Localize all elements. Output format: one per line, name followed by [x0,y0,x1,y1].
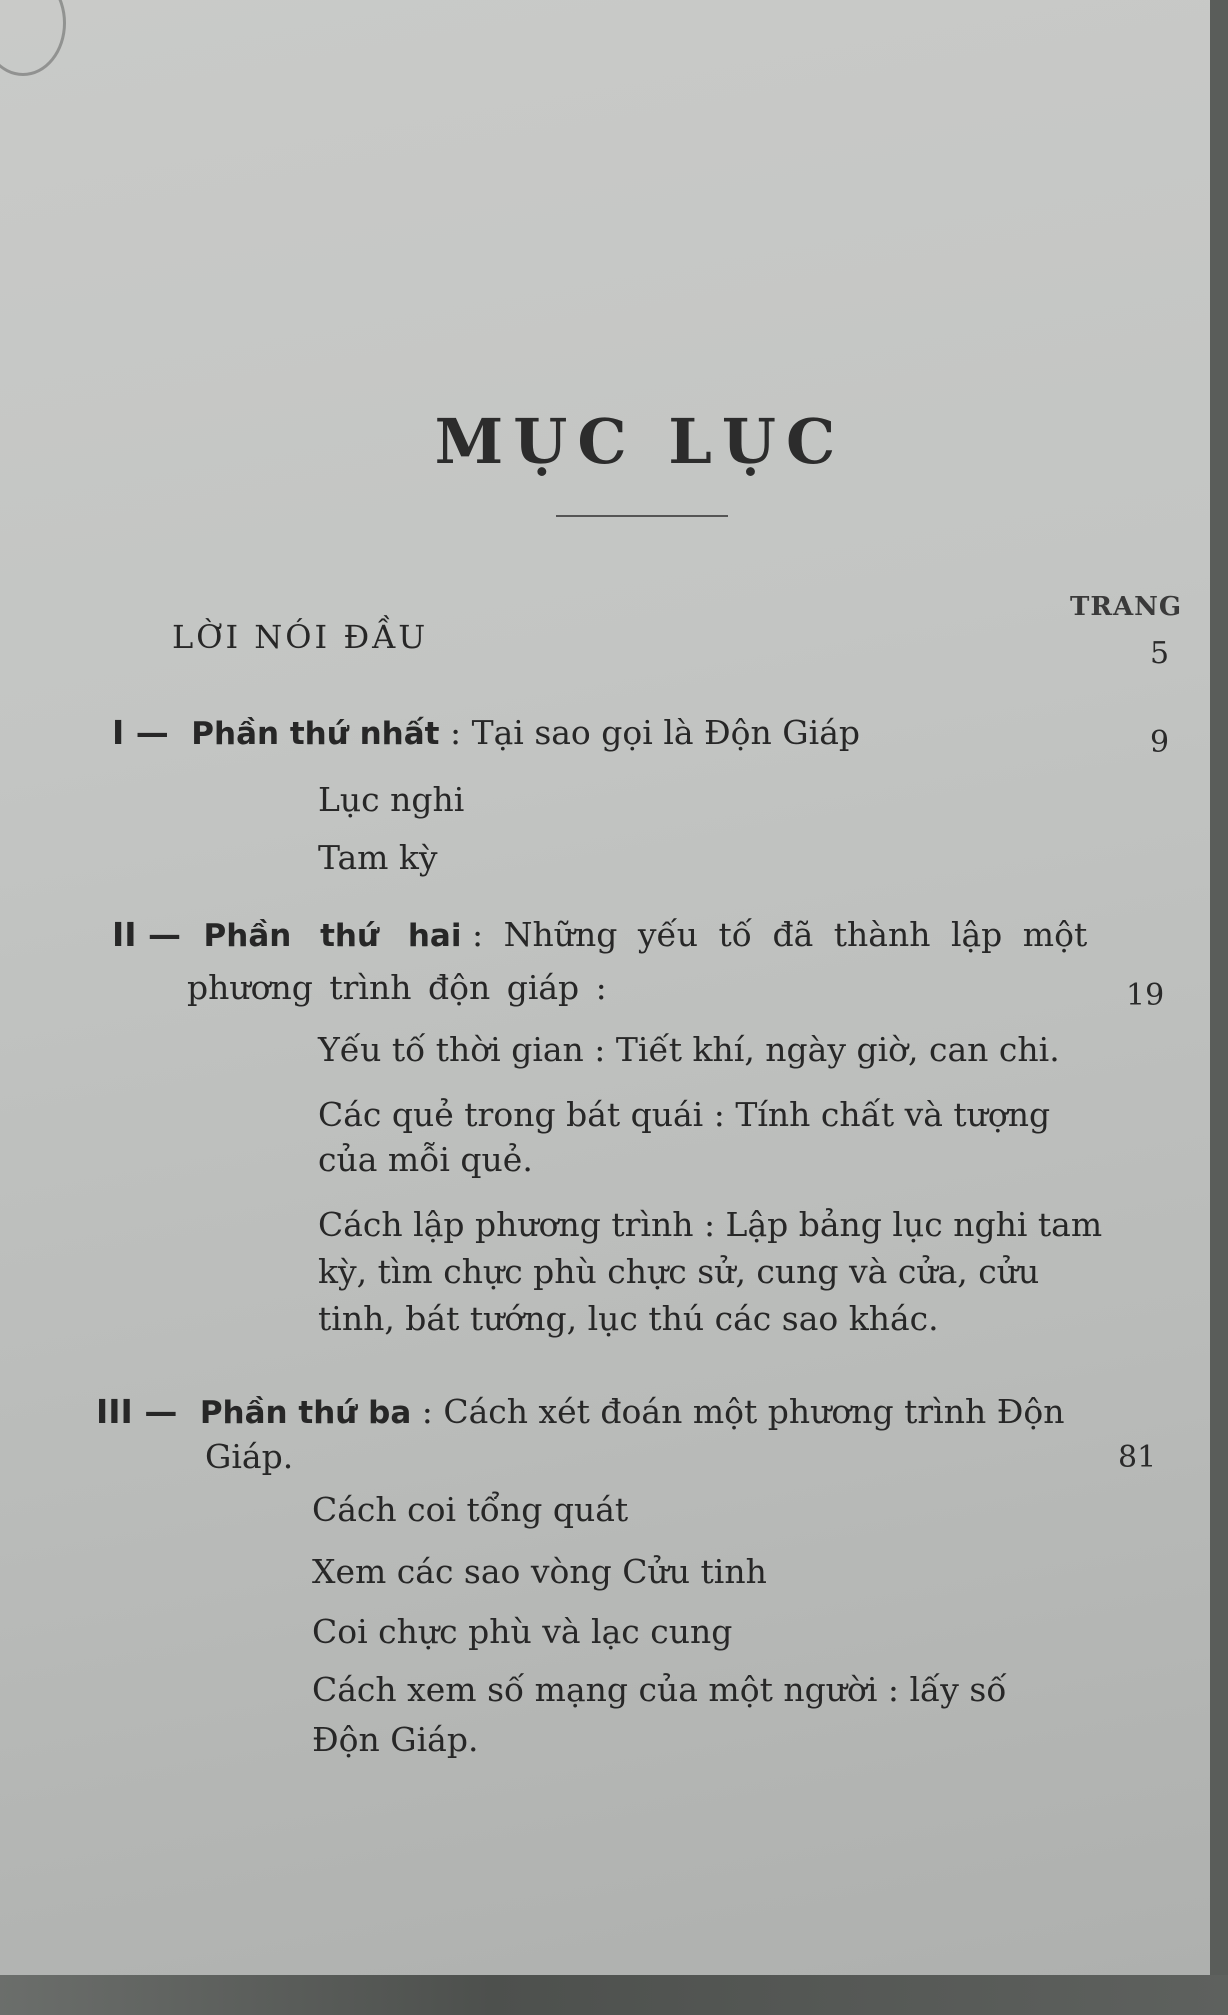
part3-sub-1: Cách coi tổng quát [312,1490,629,1529]
toc-page-part1: 9 [1150,725,1170,760]
title-underline [556,515,728,517]
part3-sub-2: Xem các sao vòng Cửu tinh [312,1552,767,1591]
part3-text-line2: Giáp. [205,1437,294,1476]
part3-sub-3: Coi chực phù và lạc cung [312,1612,733,1651]
part1-text: : Tại sao gọi là Độn Giáp [449,713,861,752]
toc-entry-part2 [112,915,1087,954]
toc-page-part2: 19 [1126,978,1165,1013]
background-surface [0,1975,1228,2015]
page-title: MỤC LỤC [434,405,846,478]
part2-sub-3: của mỗi quẻ. [318,1140,533,1179]
corner-stain [0,0,66,76]
part3-numeral: III — [96,1392,178,1431]
part2-sub-1: Yếu tố thời gian : Tiết khí, ngày giờ, can chi. [318,1030,1060,1069]
part2-sub-2: Các quẻ trong bát quái : Tính chất và tượng [318,1095,1051,1134]
part2-sub-4: Cách lập phương trình : Lập bảng lục nghi tam [318,1205,1103,1244]
page-column-header: TRANG [1070,592,1183,622]
part3-sub-4: Cách xem số mạng của một người : lấy số [312,1670,1007,1709]
toc-page-part3: 81 [1118,1440,1157,1475]
part1-numeral: I — [112,713,169,752]
toc-entry-part3 [96,1392,1064,1431]
part3-text-line1: : Cách xét đoán một phương trình Độn [421,1392,1065,1431]
part3-sub-5: Độn Giáp. [312,1720,479,1759]
toc-page-preface: 5 [1150,636,1170,671]
part2-text-line1: : Những yếu tố đã thành lập một [471,915,1088,954]
part2-sub-6: tinh, bát tướng, lục thú các sao khác. [318,1299,939,1338]
toc-entry-preface: LỜI NÓI ĐẦU [172,618,429,656]
part1-sub-2: Tam kỳ [318,838,438,877]
part1-heading: Phần thứ nhất [191,716,440,752]
part3-heading: Phần thứ ba [199,1395,412,1431]
part2-heading: Phần thứ hai [203,918,462,954]
part2-numeral: II — [112,915,182,954]
part2-text-line2: phương trình độn giáp : [187,968,607,1007]
part2-sub-5: kỳ, tìm chực phù chực sử, cung và cửa, cửu [318,1252,1040,1291]
part1-sub-1: Lục nghi [318,780,465,819]
toc-entry-part1 [112,713,860,752]
